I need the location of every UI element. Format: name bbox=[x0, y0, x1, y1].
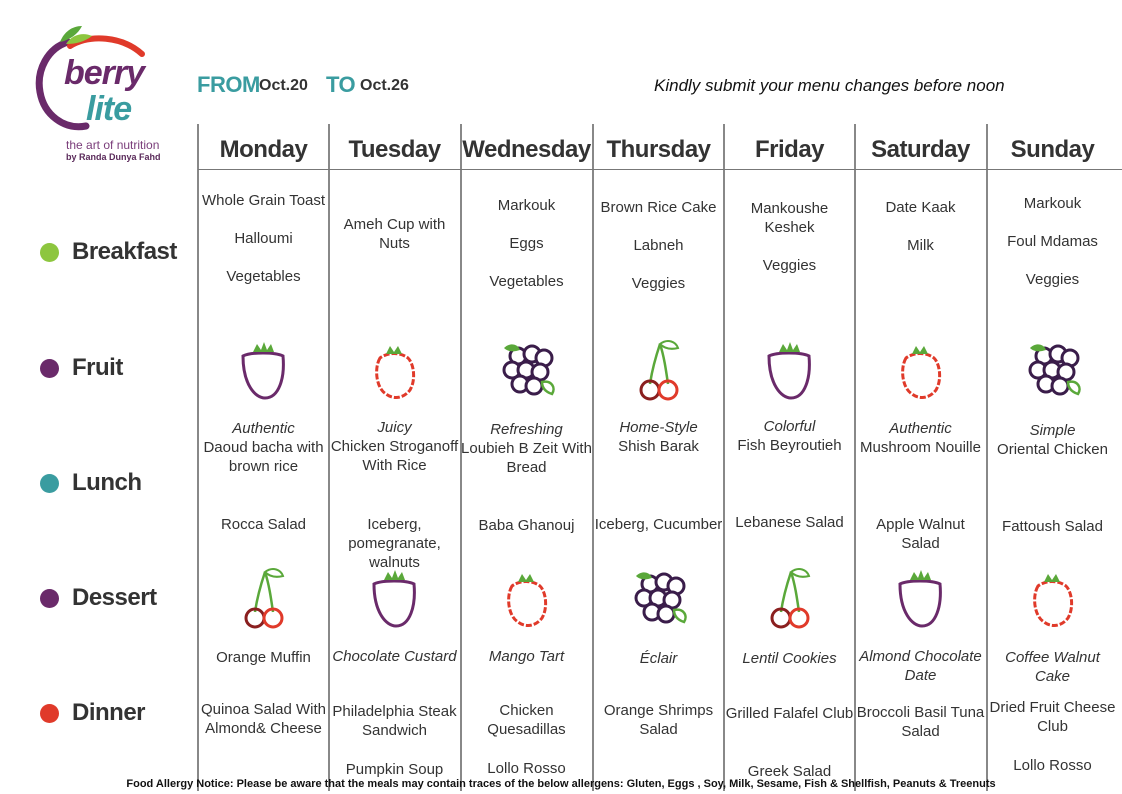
breakfast-item: Foul Mdamas bbox=[1007, 233, 1098, 250]
dinner-item: Philadelphia Steak Sandwich bbox=[332, 703, 457, 739]
column-divider bbox=[592, 124, 594, 791]
raspberry-icon bbox=[496, 562, 556, 632]
dessert-item: Lentil Cookies bbox=[742, 650, 837, 667]
cherry-icon bbox=[759, 562, 819, 632]
brand-name-top: berry bbox=[64, 54, 145, 92]
day-header-monday: Monday bbox=[219, 136, 308, 163]
cherry-icon bbox=[628, 334, 688, 404]
breakfast-item: Eggs bbox=[509, 235, 544, 252]
lunch-main bbox=[329, 418, 460, 475]
lunch-main bbox=[198, 419, 329, 476]
breakfast-item: Whole Grain Toast bbox=[201, 192, 326, 209]
breakfast-item: Vegetables bbox=[489, 273, 564, 290]
lunch-dish: Oriental Chicken bbox=[997, 441, 1108, 458]
dinner-item: Orange Shrimps Salad bbox=[603, 702, 714, 738]
purple-fig-icon bbox=[759, 334, 819, 404]
fruit-icon-wrap bbox=[628, 334, 688, 404]
lunch-main bbox=[593, 418, 724, 456]
meal-breakfast-label: Breakfast bbox=[72, 238, 177, 265]
lunch-side: Fattoush Salad bbox=[1002, 518, 1103, 535]
breakfast-item: Date Kaak bbox=[885, 199, 956, 216]
breakfast-item: Vegetables bbox=[226, 268, 301, 285]
breakfast-item: Brown Rice Cake bbox=[600, 199, 717, 216]
fruit-icon-wrap bbox=[1022, 334, 1082, 404]
meal-lunch-dot bbox=[40, 474, 59, 493]
dinner-item: Broccoli Basil Tuna Salad bbox=[856, 704, 985, 740]
brand-name-bottom: lite bbox=[86, 90, 132, 128]
breakfast-item: Markouk bbox=[1023, 195, 1082, 212]
dessert-item: Éclair bbox=[639, 650, 678, 667]
meal-dinner-label: Dinner bbox=[72, 699, 146, 726]
raspberry-icon bbox=[364, 334, 424, 404]
dessert-icon-wrap bbox=[1022, 562, 1082, 632]
dessert-item: Chocolate Custard bbox=[332, 648, 457, 665]
day-header-saturday: Saturday bbox=[871, 136, 970, 163]
dessert-icon-wrap bbox=[496, 562, 556, 632]
lunch-side: Iceberg, Cucumber bbox=[594, 516, 723, 533]
dinner-item: Lollo Rosso bbox=[487, 760, 566, 777]
lunch-main bbox=[724, 417, 855, 455]
purple-fig-icon bbox=[890, 562, 950, 632]
breakfast-item: Markouk bbox=[497, 197, 556, 214]
lunch-adjective: Authentic bbox=[232, 420, 295, 437]
lunch-dish: Loubieh B Zeit With Bread bbox=[461, 440, 592, 476]
lunch-adjective: Home-Style bbox=[619, 419, 698, 436]
lunch-dish: Daoud bacha with brown rice bbox=[203, 439, 324, 475]
breakfast-item: Mankoushe Keshek bbox=[750, 200, 829, 236]
lunch-main bbox=[855, 419, 986, 457]
raspberry-icon bbox=[890, 334, 950, 404]
from-date: Oct.20 bbox=[259, 77, 308, 94]
header-divider bbox=[198, 169, 1122, 170]
breakfast-item: Halloumi bbox=[234, 230, 293, 247]
lunch-adjective: Authentic bbox=[889, 420, 952, 437]
breakfast-item: Veggies bbox=[631, 275, 686, 292]
dinner-item: Lollo Rosso bbox=[1013, 757, 1092, 774]
meal-dessert-label: Dessert bbox=[72, 584, 157, 611]
dessert-icon-wrap bbox=[759, 562, 819, 632]
lunch-side: Baba Ghanouj bbox=[478, 517, 575, 534]
fruit-icon-wrap bbox=[759, 334, 819, 404]
allergy-notice: Food Allergy Notice: Please be aware that the meals may contain traces of the below allergens: Gluten, Eggs , Soy, Milk, Sesame, Fish & Shellfish, Peanuts & Treenuts bbox=[126, 778, 996, 790]
fruit-icon-wrap bbox=[364, 334, 424, 404]
fruit-icon-wrap bbox=[890, 334, 950, 404]
dessert-item: Coffee Walnut Cake bbox=[1005, 649, 1100, 685]
breakfast-item: Veggies bbox=[762, 257, 817, 274]
brand-byline: by Randa Dunya Fahd bbox=[66, 152, 161, 162]
cherry-icon bbox=[233, 562, 293, 632]
fruit-icon-wrap bbox=[233, 334, 293, 404]
meal-lunch-label: Lunch bbox=[72, 469, 142, 496]
dinner-item: Quinoa Salad With Almond& Cheese bbox=[200, 701, 327, 737]
dinner-item: Dried Fruit Cheese Club bbox=[989, 699, 1116, 735]
lunch-side: Lebanese Salad bbox=[735, 514, 844, 531]
dinner-item: Chicken Quesadillas bbox=[487, 702, 566, 738]
lunch-adjective: Colorful bbox=[763, 418, 816, 435]
dinner-item: Pumpkin Soup bbox=[345, 761, 444, 778]
grapes-icon bbox=[496, 334, 556, 404]
lunch-dish: Fish Beyroutieh bbox=[737, 437, 842, 454]
dessert-icon-wrap bbox=[890, 562, 950, 632]
breakfast-item: Veggies bbox=[1025, 271, 1080, 288]
lunch-adjective: Juicy bbox=[377, 419, 412, 436]
purple-fig-icon bbox=[233, 334, 293, 404]
lunch-side: Iceberg, pomegranate, walnuts bbox=[348, 516, 441, 571]
lunch-main bbox=[461, 420, 592, 477]
to-date: Oct.26 bbox=[360, 77, 409, 94]
dessert-item: Mango Tart bbox=[488, 648, 565, 665]
breakfast-item: Ameh Cup with Nuts bbox=[343, 216, 446, 252]
from-label: FROM bbox=[197, 72, 260, 97]
lunch-dish: Mushroom Nouille bbox=[860, 439, 981, 456]
lunch-side: Apple Walnut Salad bbox=[876, 516, 965, 552]
breakfast-item: Milk bbox=[907, 237, 934, 254]
lunch-dish: Shish Barak bbox=[618, 438, 699, 455]
day-header-thursday: Thursday bbox=[606, 136, 711, 163]
meal-fruit-label: Fruit bbox=[72, 354, 123, 381]
day-header-tuesday: Tuesday bbox=[348, 136, 441, 163]
day-header-wednesday: Wednesday bbox=[462, 136, 591, 163]
dessert-item: Almond Chocolate Date bbox=[859, 648, 982, 684]
dessert-item: Orange Muffin bbox=[216, 649, 311, 666]
meal-dessert-dot bbox=[40, 589, 59, 608]
dinner-item: Greek Salad bbox=[747, 763, 832, 780]
fruit-icon-wrap bbox=[496, 334, 556, 404]
grapes-icon bbox=[1022, 334, 1082, 404]
lunch-main bbox=[987, 421, 1118, 459]
menu-change-notice: Kindly submit your menu changes before noon bbox=[654, 76, 1005, 95]
meal-fruit-dot bbox=[40, 359, 59, 378]
lunch-side: Rocca Salad bbox=[220, 516, 307, 533]
grapes-icon bbox=[628, 562, 688, 632]
dessert-icon-wrap bbox=[233, 562, 293, 632]
raspberry-icon bbox=[1022, 562, 1082, 632]
dinner-item: Grilled Falafel Club bbox=[725, 705, 854, 722]
to-label: TO bbox=[326, 72, 356, 97]
day-header-sunday: Sunday bbox=[1010, 136, 1095, 163]
lunch-adjective: Simple bbox=[1029, 422, 1076, 439]
meal-dinner-dot bbox=[40, 704, 59, 723]
breakfast-item: Labneh bbox=[633, 237, 684, 254]
lunch-dish: Chicken Stroganoff With Rice bbox=[330, 438, 459, 474]
brand-tagline: the art of nutrition bbox=[66, 138, 160, 152]
meal-breakfast-dot bbox=[40, 243, 59, 262]
lunch-adjective: Refreshing bbox=[490, 421, 563, 438]
purple-fig-icon bbox=[364, 562, 424, 632]
day-header-friday: Friday bbox=[754, 136, 825, 163]
dessert-icon-wrap bbox=[364, 562, 424, 632]
dessert-icon-wrap bbox=[628, 562, 688, 632]
